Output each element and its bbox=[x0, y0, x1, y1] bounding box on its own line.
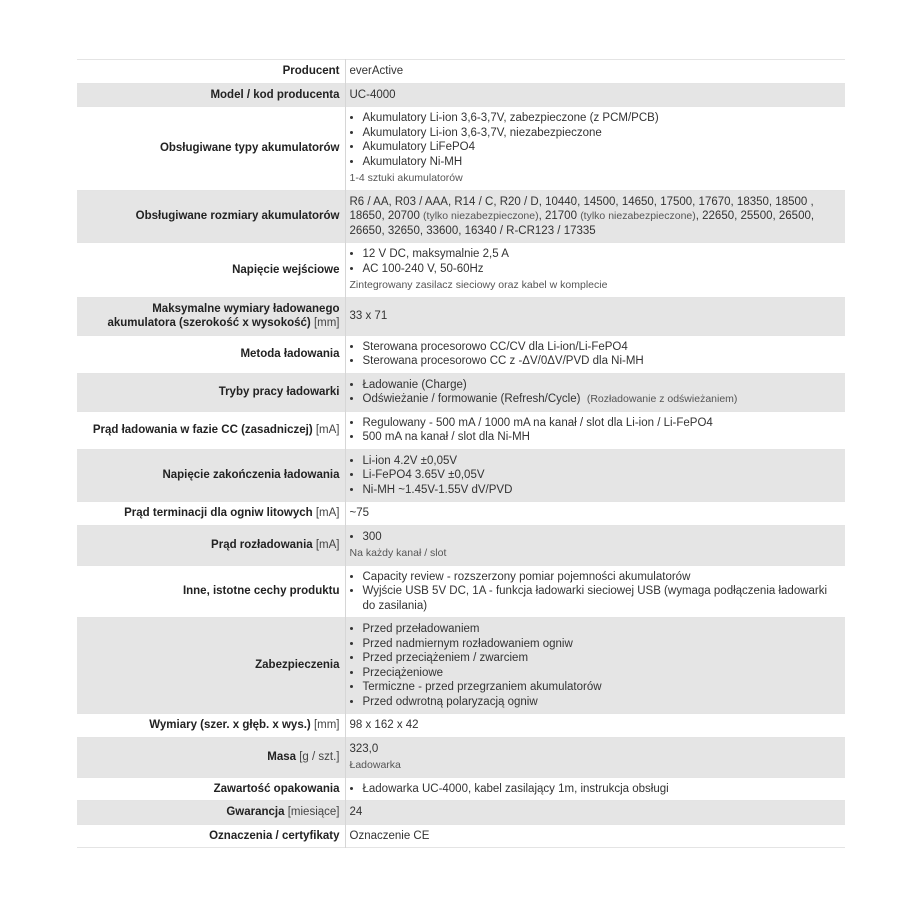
spec-label-text: Prąd terminacji dla ogniw litowych bbox=[124, 507, 313, 519]
spec-value bbox=[345, 714, 845, 738]
spec-label-text: Napięcie zakończenia ładowania bbox=[162, 469, 340, 481]
spec-value bbox=[345, 737, 845, 777]
spec-unit: [mA] bbox=[315, 423, 340, 436]
spec-value bbox=[345, 824, 845, 848]
spec-list-item bbox=[363, 392, 842, 407]
spec-row bbox=[77, 565, 845, 618]
spec-label bbox=[77, 824, 345, 848]
spec-list-item: • Termiczne - przed przegrzaniem akumulatorów bbox=[363, 680, 842, 695]
spec-row bbox=[77, 824, 845, 848]
spec-unit: [mm] bbox=[313, 719, 340, 731]
spec-label-text: Obsługiwane typy akumulatorów bbox=[159, 142, 340, 154]
spec-value bbox=[345, 60, 845, 84]
spec-row bbox=[77, 83, 845, 107]
spec-label-text: Prąd ładowania w fazie CC (zasadniczej) bbox=[92, 423, 313, 436]
spec-list-item: • Akumulatory Li-ion 3,6-3,7V, zabezpieczone (z PCM/PCB) bbox=[363, 111, 842, 126]
spec-label-text: Zawartość opakowania bbox=[213, 782, 340, 795]
spec-label bbox=[77, 60, 345, 84]
spec-label bbox=[77, 411, 345, 449]
spec-list-item: • Ładowarka UC-4000, kabel zasilający 1m, instrukcja obsługi bbox=[363, 782, 842, 797]
spec-row bbox=[77, 107, 845, 191]
spec-label bbox=[77, 618, 345, 714]
spec-value-text: 98 x 162 x 42 bbox=[349, 719, 419, 731]
spec-value bbox=[345, 565, 845, 618]
spec-list-item: • Ni-MH ~1.45V-1.55V dV/PVD bbox=[363, 483, 842, 498]
spec-row bbox=[77, 777, 845, 801]
spec-list-item: • Przed nadmiernym rozładowaniem ogniw bbox=[363, 637, 842, 652]
spec-label bbox=[77, 83, 345, 107]
spec-label bbox=[77, 297, 345, 335]
spec-list-item: • Sterowana procesorowo CC z -ΔV/0ΔV/PVD dla Ni-MH bbox=[363, 354, 842, 369]
spec-value bbox=[345, 801, 845, 825]
spec-row bbox=[77, 297, 845, 335]
spec-label-text: Metoda ładowania bbox=[240, 347, 340, 360]
spec-label bbox=[77, 190, 345, 243]
spec-row bbox=[77, 373, 845, 411]
spec-list-item: • Przed odwrotną polaryzacją ogniw bbox=[363, 695, 842, 710]
spec-list bbox=[350, 782, 842, 797]
spec-unit: [mA] bbox=[315, 507, 340, 519]
spec-value bbox=[345, 449, 845, 502]
spec-row bbox=[77, 243, 845, 298]
spec-label bbox=[77, 107, 345, 191]
spec-label bbox=[77, 777, 345, 801]
spec-row bbox=[77, 502, 845, 526]
spec-inline-note: (tylko niezabezpieczone) bbox=[423, 210, 539, 222]
spec-list-item: • Akumulatory Li-ion 3,6-3,7V, niezabezpieczone bbox=[363, 126, 842, 141]
spec-label-text: Maksymalne wymiary ładowanego akumulatora (szerokość x wysokość) bbox=[107, 302, 340, 329]
spec-list-item: • Ładowanie (Charge) bbox=[363, 378, 842, 393]
spec-label bbox=[77, 714, 345, 738]
spec-value bbox=[345, 373, 845, 411]
spec-list bbox=[350, 530, 842, 545]
spec-unit: [mm] bbox=[313, 317, 340, 329]
spec-row bbox=[77, 190, 845, 243]
spec-note: Na każdy kanał / slot bbox=[349, 547, 447, 559]
spec-label-text: Zabezpieczenia bbox=[255, 659, 340, 672]
spec-inline-note: (Rozładowanie z odświeżaniem) bbox=[586, 393, 738, 405]
spec-note: Ładowarka bbox=[349, 759, 401, 771]
spec-list-item: • 500 mA na kanał / slot dla Ni-MH bbox=[363, 430, 842, 445]
spec-value bbox=[345, 297, 845, 335]
spec-label bbox=[77, 373, 345, 411]
spec-list-item: • Przed przeciążeniem / zwarciem bbox=[363, 651, 842, 666]
spec-value bbox=[345, 525, 845, 565]
spec-label-text: Producent bbox=[282, 65, 340, 77]
spec-list-item: • 300 bbox=[363, 530, 842, 545]
spec-list-item: • Capacity review - rozszerzony pomiar pojemności akumulatorów bbox=[363, 570, 842, 585]
spec-value-text: 323,0 bbox=[349, 742, 379, 755]
spec-label bbox=[77, 243, 345, 298]
spec-inline-note: (tylko niezabezpieczone) bbox=[580, 210, 696, 222]
spec-unit: [g / szt.] bbox=[299, 750, 340, 763]
spec-label-text: Obsługiwane rozmiary akumulatorów bbox=[135, 210, 340, 222]
spec-table bbox=[77, 59, 845, 848]
spec-row bbox=[77, 525, 845, 565]
spec-label bbox=[77, 449, 345, 502]
spec-value-text: , 21700 bbox=[538, 210, 581, 222]
spec-list-item: • 12 V DC, maksymalnie 2,5 A bbox=[363, 247, 842, 262]
spec-note: 1-4 sztuki akumulatorów bbox=[349, 172, 463, 184]
spec-value-text: R6 / AA, R03 / AAA, R14 / C, R20 / D, 10440, 14500, 14650, 17500, 17670, 18350, 18500 , 18650, 20700 bbox=[349, 195, 814, 222]
spec-list-item: • Li-FePO4 3.65V ±0,05V bbox=[363, 468, 842, 483]
spec-list bbox=[350, 570, 842, 614]
spec-list-item: • Akumulatory LiFePO4 bbox=[363, 140, 842, 155]
spec-label bbox=[77, 335, 345, 373]
spec-list-item: • Przed przeładowaniem bbox=[363, 622, 842, 637]
spec-value-text: 24 bbox=[349, 806, 363, 818]
spec-list-item-text: Odświeżanie / formowanie (Refresh/Cycle) bbox=[362, 393, 581, 405]
spec-label-text: Prąd rozładowania bbox=[211, 538, 313, 551]
spec-row bbox=[77, 737, 845, 777]
spec-list bbox=[350, 416, 842, 445]
spec-note: Zintegrowany zasilacz sieciowy oraz kabel w komplecie bbox=[349, 279, 608, 291]
spec-value bbox=[345, 502, 845, 526]
spec-value-text: 33 x 71 bbox=[349, 309, 388, 322]
spec-list-item: • Przeciążeniowe bbox=[363, 666, 842, 681]
spec-value bbox=[345, 190, 845, 243]
spec-list bbox=[350, 454, 842, 498]
spec-list-item: • Akumulatory Ni-MH bbox=[363, 155, 842, 170]
spec-label bbox=[77, 502, 345, 526]
spec-list bbox=[350, 247, 842, 276]
spec-value-text: Oznaczenie CE bbox=[349, 829, 430, 842]
spec-value bbox=[345, 243, 845, 298]
spec-row bbox=[77, 801, 845, 825]
spec-list-item: • Wyjście USB 5V DC, 1A - funkcja ładowarki sieciowej USB (wymaga podłączenia ładowarki do zasilania) bbox=[363, 584, 842, 613]
spec-label-text: Napięcie wejściowe bbox=[232, 263, 340, 276]
spec-unit: [miesiące] bbox=[287, 806, 340, 818]
spec-label bbox=[77, 737, 345, 777]
spec-row bbox=[77, 60, 845, 84]
spec-row bbox=[77, 449, 845, 502]
spec-value bbox=[345, 411, 845, 449]
spec-list-item: • Li-ion 4.2V ±0,05V bbox=[363, 454, 842, 469]
spec-value-text: ~75 bbox=[349, 507, 370, 519]
spec-label-text: Masa bbox=[267, 750, 297, 763]
spec-value-text: , 22650, 25500, 26500, 26650, 32650, 33600, 16340 / R-CR123 / 17335 bbox=[349, 210, 815, 237]
spec-row bbox=[77, 618, 845, 714]
spec-list bbox=[350, 622, 842, 709]
spec-value-text: everActive bbox=[349, 65, 404, 77]
spec-label-text: Model / kod producenta bbox=[210, 88, 340, 101]
spec-label bbox=[77, 525, 345, 565]
spec-list bbox=[350, 378, 842, 407]
spec-value bbox=[345, 335, 845, 373]
spec-row bbox=[77, 714, 845, 738]
spec-list bbox=[350, 340, 842, 369]
spec-row bbox=[77, 411, 845, 449]
spec-label-text: Oznaczenia / certyfikaty bbox=[209, 829, 340, 842]
spec-unit: [mA] bbox=[315, 538, 340, 551]
spec-value bbox=[345, 83, 845, 107]
spec-list-item: • Sterowana procesorowo CC/CV dla Li-ion/Li-FePO4 bbox=[363, 340, 842, 355]
spec-label-text: Wymiary (szer. x głęb. x wys.) bbox=[149, 719, 311, 731]
spec-value bbox=[345, 107, 845, 191]
spec-label-text: Tryby pracy ładowarki bbox=[218, 385, 340, 398]
spec-value-text: UC-4000 bbox=[349, 88, 396, 101]
spec-list-item: • Regulowany - 500 mA / 1000 mA na kanał / slot dla Li-ion / Li-FePO4 bbox=[363, 416, 842, 431]
spec-label bbox=[77, 565, 345, 618]
spec-label-text: Gwarancja bbox=[226, 806, 285, 818]
spec-row bbox=[77, 335, 845, 373]
spec-label bbox=[77, 801, 345, 825]
spec-value bbox=[345, 618, 845, 714]
spec-list bbox=[350, 111, 842, 169]
spec-list-item: • AC 100-240 V, 50-60Hz bbox=[363, 262, 842, 277]
spec-label-text: Inne, istotne cechy produktu bbox=[182, 585, 340, 597]
spec-value bbox=[345, 777, 845, 801]
